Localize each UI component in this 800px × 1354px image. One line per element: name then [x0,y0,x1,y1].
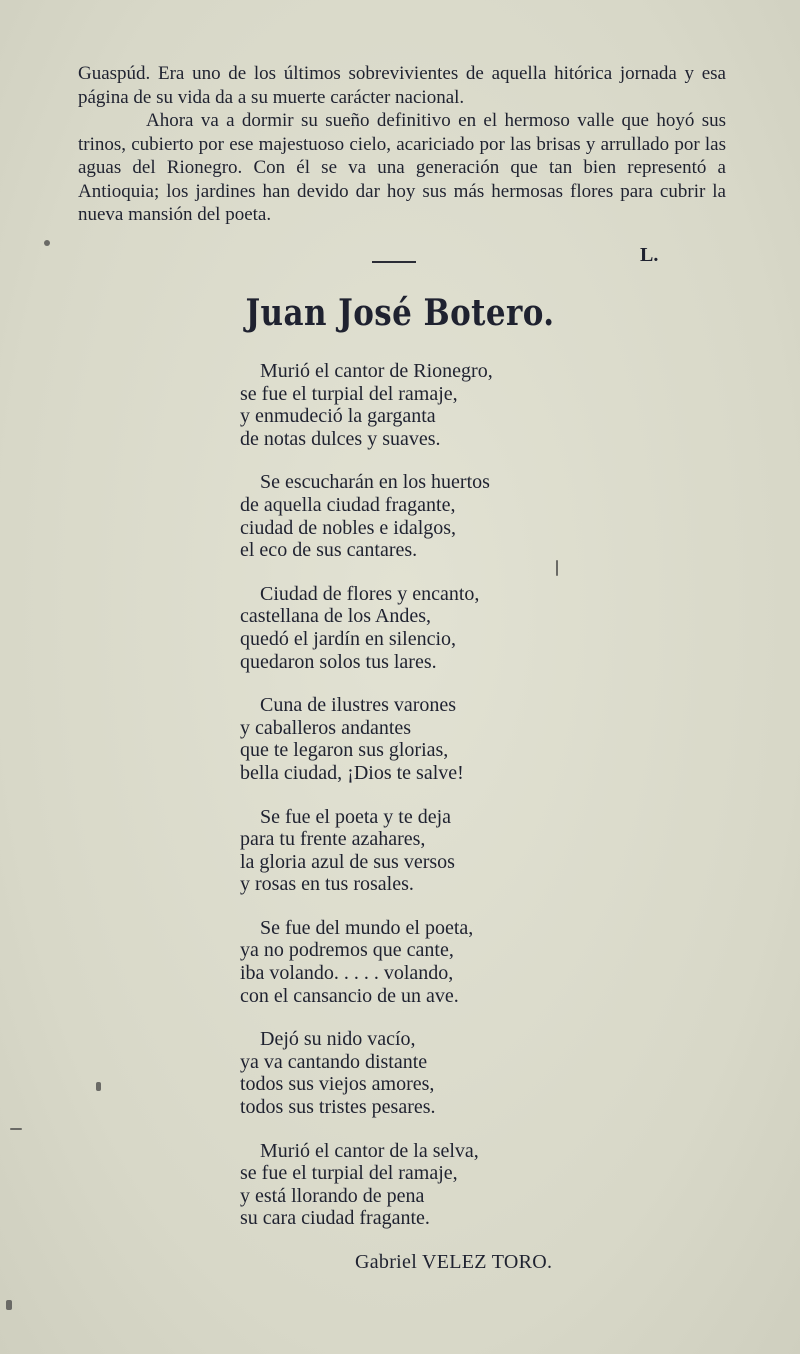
poem-line: Murió el cantor de Rionegro, [260,360,493,382]
prose-paragraph-1: Guaspúd. Era uno de los últimos sobrevivientes de aquella hitórica jornada y esa página de su vida da a su muerte carácter nacional. [78,63,726,108]
poem-line: y enmudeció la garganta [240,405,436,428]
poem-line: de aquella ciudad fragante, [240,493,456,516]
poem-line: y está llorando de pena [240,1184,425,1207]
poem-line: para tu frente azahares, [240,828,426,851]
paper-speck [10,1128,22,1130]
poem-line: ya no podremos que cante, [240,939,454,962]
poem-stanza [240,360,580,450]
poem-line: quedó el jardín en silencio, [240,627,457,650]
poem-line: todos sus tristes pesares. [240,1096,436,1119]
poem-stanza [240,1028,580,1118]
poem-line: el eco de sus cantares. [240,539,418,562]
poem-stanza [240,694,580,784]
section-divider [372,261,416,263]
poem-stanza [240,917,580,1007]
prose-block [78,62,726,227]
poem-stanza [240,471,580,561]
poem-line: ciudad de nobles e idalgos, [240,516,457,539]
paper-speck [96,1082,101,1091]
poem-line: y rosas en tus rosales. [240,873,414,896]
poem-line: Cuna de ilustres varones [260,694,457,717]
poem-line: todos sus viejos amores, [240,1073,435,1096]
poem-line: Se fue del mundo el poeta, [260,916,474,939]
poem-stanza [240,583,580,673]
author-initial: L. [640,244,659,266]
poem-line: Murió el cantor de la selva, [260,1139,479,1162]
paper-speck [6,1300,12,1310]
prose-paragraph-2: Ahora va a dormir su sueño definitivo en el hermoso valle que hoyó sus trinos, cubierto por ese majestuoso cielo, acariciado por las brisas y arrullado por las aguas del Rionegro. Con él se va una generación que tan bien representó a Antioquia; los jardines han devido dar hoy sus más hermosas flores para cubrir la nueva mansión del poeta. [78,110,726,225]
poem-line: Se fue el poeta y te deja [260,805,452,828]
poem [240,360,580,1251]
poem-line: su cara ciudad fragante. [240,1207,430,1230]
poem-stanza [240,1140,580,1230]
poem-line: y caballeros andantes [240,716,412,739]
poem-line: de notas dulces y suaves. [240,427,441,450]
poem-signature: Gabriel VELEZ TORO. [355,1251,553,1273]
poem-line: Se escucharán en los huertos [260,471,490,494]
poem-stanza [240,806,580,896]
poem-line: Ciudad de flores y encanto, [260,582,480,605]
poem-line: Dejó su nido vacío, [260,1028,416,1051]
poem-line: la gloria azul de sus versos [240,850,455,873]
poem-line: iba volando. . . . . volando, [240,962,454,985]
paper-speck [44,240,50,246]
poem-line: ya va cantando distante [240,1050,428,1073]
poem-line: castellana de los Andes, [240,605,432,628]
poem-line: que te legaron sus glorias, [240,739,449,762]
poem-line: con el cansancio de un ave. [240,984,459,1007]
poem-title: Juan José Botero. [245,292,555,334]
paper-speck [556,560,558,576]
poem-line: bella ciudad, ¡Dios te salve! [240,761,464,784]
poem-line: quedaron solos tus lares. [240,650,437,673]
poem-line: se fue el turpial del ramaje, [240,1162,458,1185]
poem-line: se fue el turpial del ramaje, [240,382,458,405]
